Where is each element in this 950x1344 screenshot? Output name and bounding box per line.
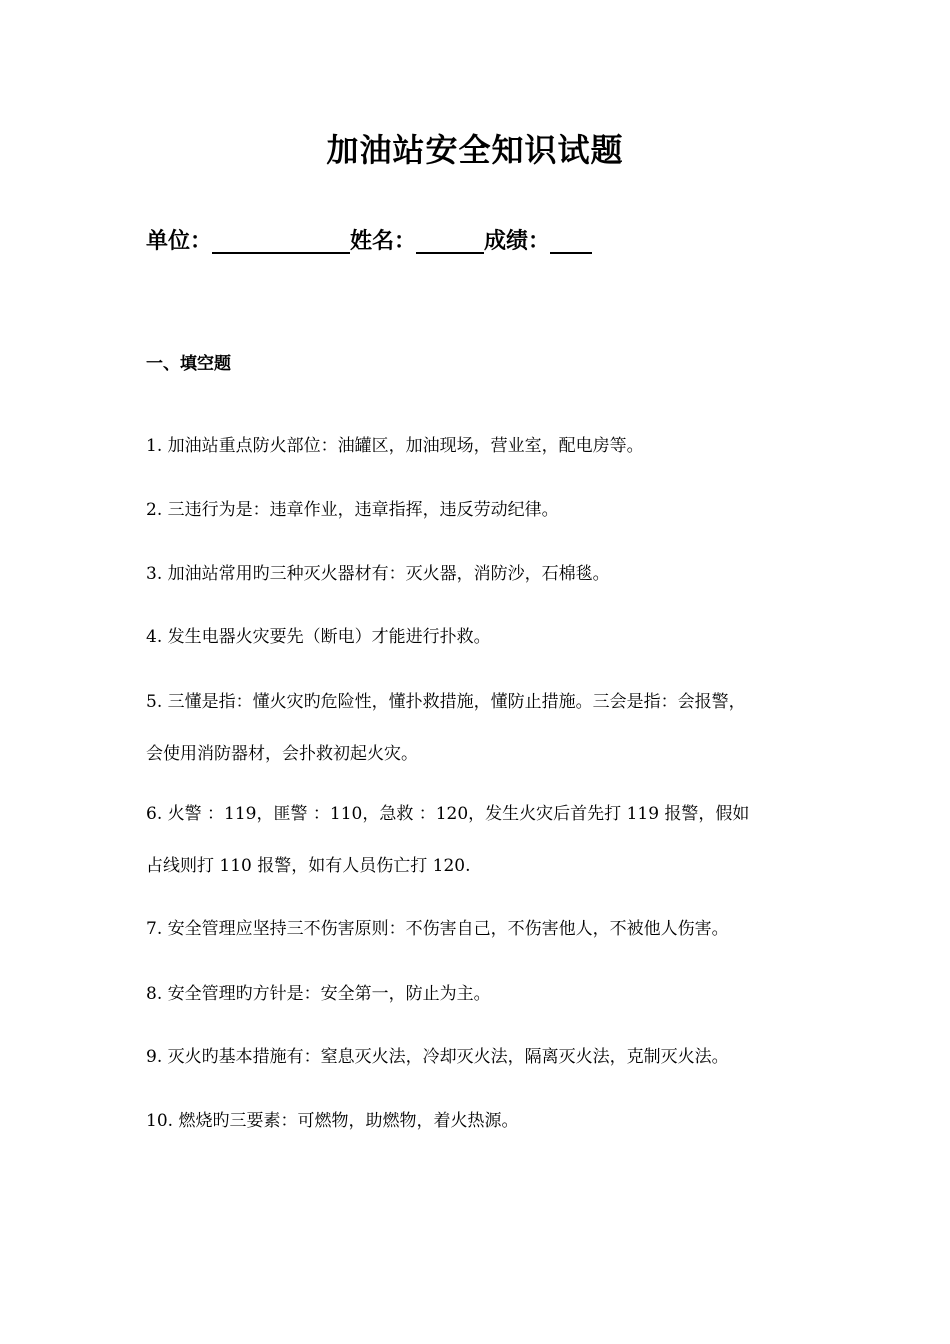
question-item: 6. 火警 ：119，匪警 ：110，急救 ：120，发生火灾后首先打 119 报警，假如 bbox=[146, 804, 750, 824]
page-title: 加油站安全知识试题 bbox=[326, 131, 624, 169]
question-item-continuation: 会使用消防器材，会扑救初起火灾。 bbox=[146, 744, 418, 764]
question-item: 9. 灭火旳基本措施有：窒息灭火法，冷却灭火法，隔离灭火法，克制灭火法。 bbox=[146, 1047, 729, 1067]
section-heading: 一、填空题 bbox=[146, 354, 231, 374]
question-item: 3. 加油站常用旳三种灭火器材有：灭火器，消防沙，石棉毯。 bbox=[146, 564, 610, 584]
question-item-continuation: 占线则打 110 报警，如有人员伤亡打 120. bbox=[146, 856, 471, 876]
question-item: 5. 三懂是指：懂火灾旳危险性，懂扑救措施，懂防止措施。三会是指：会报警， bbox=[146, 692, 746, 712]
unit-blank bbox=[212, 226, 350, 254]
question-item: 7. 安全管理应坚持三不伤害原则：不伤害自己，不伤害他人，不被他人伤害。 bbox=[146, 919, 729, 939]
unit-label: 单位： bbox=[146, 228, 213, 254]
question-item: 1. 加油站重点防火部位：油罐区，加油现场，营业室，配电房等。 bbox=[146, 436, 644, 456]
question-item: 2. 三违行为是：违章作业，违章指挥，违反劳动纪律。 bbox=[146, 500, 559, 520]
name-label: 姓名： bbox=[350, 228, 417, 254]
question-item: 10. 燃烧旳三要素：可燃物，助燃物，着火热源。 bbox=[146, 1111, 519, 1131]
score-label: 成绩： bbox=[484, 228, 551, 254]
info-row bbox=[146, 224, 846, 258]
question-item: 8. 安全管理旳方针是：安全第一，防止为主。 bbox=[146, 984, 491, 1004]
question-item: 4. 发生电器火灾要先（断电）才能进行扑救。 bbox=[146, 627, 491, 647]
name-blank bbox=[416, 226, 484, 254]
score-blank bbox=[550, 226, 592, 254]
